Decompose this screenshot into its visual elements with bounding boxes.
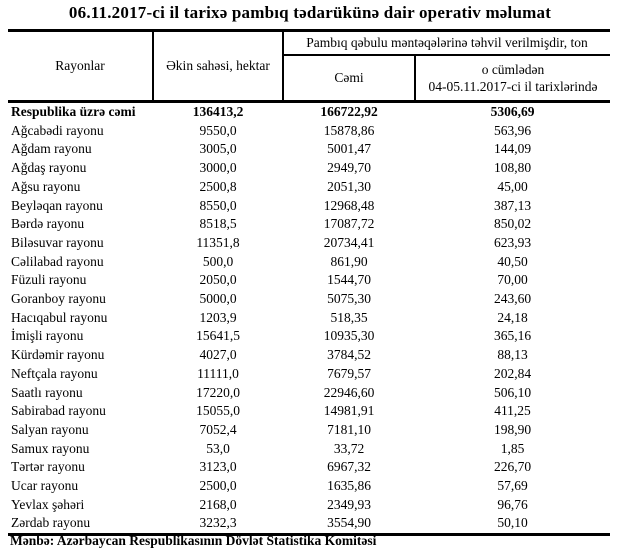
rayon-name-cell: İmişli rayonu xyxy=(11,328,84,344)
area-cell: 15641,5 xyxy=(196,328,240,344)
table-row xyxy=(8,290,610,309)
recent-cell: 198,90 xyxy=(493,421,532,437)
total-cell: 2349,93 xyxy=(327,496,371,512)
rayon-name-cell: Zərdab rayonu xyxy=(11,515,91,531)
summary-row xyxy=(8,102,610,122)
total-cell: 2949,70 xyxy=(327,160,371,176)
column-header-including-line1: o cümlədən xyxy=(481,62,545,77)
table-row xyxy=(8,458,610,477)
table-row xyxy=(8,234,610,253)
area-cell: 11351,8 xyxy=(196,234,240,250)
table-row xyxy=(8,140,610,159)
rayon-name-cell: Kürdəmir rayonu xyxy=(11,347,105,363)
table-row xyxy=(8,309,610,328)
column-header-rayons: Rayonlar xyxy=(8,31,153,102)
total-cell: 10935,30 xyxy=(323,328,375,344)
total-cell: 22946,60 xyxy=(323,384,375,400)
area-cell: 4027,0 xyxy=(199,347,237,363)
recent-cell: 24,18 xyxy=(497,309,528,325)
table-row xyxy=(8,365,610,384)
area-cell: 8518,5 xyxy=(199,216,237,232)
recent-cell: 108,80 xyxy=(493,160,532,176)
area-cell: 500,0 xyxy=(202,253,234,269)
area-cell: 7052,4 xyxy=(199,421,237,437)
rayon-name-cell: Cəlilabad rayonu xyxy=(11,253,104,269)
total-cell: 5075,30 xyxy=(327,291,371,307)
total-cell: 3784,52 xyxy=(327,347,371,363)
total-cell: 6967,32 xyxy=(327,459,371,475)
recent-cell: 202,84 xyxy=(493,365,532,381)
document-title: 06.11.2017-ci il tarixə pambıq tədarükünə dair operativ məlumat xyxy=(68,3,552,22)
area-cell: 9550,0 xyxy=(199,122,237,138)
source-footer: Mənbə: Azərbaycan Respublikasının Dövlət Statistika Komitəsi xyxy=(10,533,377,548)
table-row xyxy=(8,496,610,515)
recent-cell: 5306,69 xyxy=(490,104,535,119)
recent-cell: 850,02 xyxy=(493,216,532,232)
rayon-name-cell: Respublika üzrə cəmi xyxy=(11,104,136,119)
area-cell: 3000,0 xyxy=(199,160,237,176)
area-cell: 15055,0 xyxy=(196,403,240,419)
recent-cell: 387,13 xyxy=(493,197,532,213)
rayon-name-cell: Ağsu rayonu xyxy=(11,178,81,194)
table-header xyxy=(8,31,610,102)
total-cell: 20734,41 xyxy=(323,234,375,250)
rayon-name-cell: Ağcabədi rayonu xyxy=(11,122,104,138)
area-cell: 2050,0 xyxy=(199,272,237,288)
recent-cell: 144,09 xyxy=(493,141,532,157)
total-cell: 166722,92 xyxy=(320,104,378,119)
total-cell: 1544,70 xyxy=(327,272,371,288)
table-row xyxy=(8,346,610,365)
total-cell: 5001,47 xyxy=(327,141,371,157)
table-row xyxy=(8,159,610,178)
area-cell: 3123,0 xyxy=(199,459,237,475)
total-cell: 2051,30 xyxy=(327,178,371,194)
recent-cell: 226,70 xyxy=(493,459,532,475)
column-header-area: Əkin sahəsi, hektar xyxy=(153,31,283,102)
total-cell: 7181,10 xyxy=(327,421,371,437)
total-cell: 518,35 xyxy=(330,309,368,325)
rayon-name-cell: Bərdə rayonu xyxy=(11,216,85,232)
rayon-name-cell: Ağdaş rayonu xyxy=(11,160,87,176)
table-row xyxy=(8,122,610,141)
area-cell: 11111,0 xyxy=(197,365,239,381)
rayon-name-cell: Neftçala rayonu xyxy=(11,365,98,381)
rayon-name-cell: Ağdam rayonu xyxy=(11,141,92,157)
table-row xyxy=(8,327,610,346)
recent-cell: 50,10 xyxy=(497,515,528,531)
recent-cell: 40,50 xyxy=(497,253,528,269)
recent-cell: 623,93 xyxy=(493,234,532,250)
rayon-name-cell: Salyan rayonu xyxy=(11,421,89,437)
table-row xyxy=(8,178,610,197)
total-cell: 12968,48 xyxy=(323,197,375,213)
rayon-name-cell: Hacıqabul rayonu xyxy=(11,309,108,325)
recent-cell: 563,96 xyxy=(493,122,532,138)
rayon-name-cell: Samux rayonu xyxy=(11,440,90,456)
table-row xyxy=(8,253,610,272)
table-row xyxy=(8,402,610,421)
rayon-name-cell: Ucar rayonu xyxy=(11,478,79,494)
rayon-name-cell: Saatlı rayonu xyxy=(11,384,83,400)
total-cell: 7679,57 xyxy=(327,365,371,381)
column-header-delivered-group: Pambıq qəbulu məntəqələrinə təhvil verilmişdir, ton xyxy=(283,31,610,56)
total-cell: 17087,72 xyxy=(323,216,375,232)
table-row xyxy=(8,215,610,234)
column-header-total: Cəmi xyxy=(283,55,415,102)
header-row-group xyxy=(8,31,610,56)
table-row xyxy=(8,421,610,440)
recent-cell: 1,85 xyxy=(500,440,525,456)
area-cell: 8550,0 xyxy=(199,197,237,213)
rayon-name-cell: Beyləqan rayonu xyxy=(11,197,103,213)
recent-cell: 57,69 xyxy=(497,478,528,494)
recent-cell: 506,10 xyxy=(493,384,532,400)
area-cell: 2500,8 xyxy=(199,178,237,194)
column-header-including xyxy=(415,55,610,102)
rayon-name-cell: Goranboy rayonu xyxy=(11,291,106,307)
area-cell: 53,0 xyxy=(206,440,230,456)
table-row xyxy=(8,384,610,403)
table-row xyxy=(8,514,610,534)
table-body xyxy=(8,102,610,535)
area-cell: 2168,0 xyxy=(199,496,237,512)
column-header-including-line2: 04-05.11.2017-ci il tarixlərində xyxy=(428,79,598,94)
cotton-procurement-table xyxy=(8,29,610,536)
rayon-name-cell: Yevlax şəhəri xyxy=(11,496,85,512)
area-cell: 1203,9 xyxy=(199,309,237,325)
area-cell: 3005,0 xyxy=(199,141,237,157)
total-cell: 1635,86 xyxy=(327,478,371,494)
recent-cell: 411,25 xyxy=(494,403,531,419)
recent-cell: 70,00 xyxy=(497,272,528,288)
table-row xyxy=(8,197,610,216)
total-cell: 15878,86 xyxy=(323,122,375,138)
area-cell: 5000,0 xyxy=(199,291,237,307)
recent-cell: 45,00 xyxy=(497,178,528,194)
area-cell: 2500,0 xyxy=(199,478,237,494)
area-cell: 17220,0 xyxy=(196,384,240,400)
rayon-name-cell: Sabirabad rayonu xyxy=(11,403,106,419)
rayon-name-cell: Tərtər rayonu xyxy=(11,459,85,475)
recent-cell: 365,16 xyxy=(493,328,532,344)
total-cell: 33,72 xyxy=(333,440,365,456)
rayon-name-cell: Biləsuvar rayonu xyxy=(11,234,104,250)
total-cell: 861,90 xyxy=(330,253,368,269)
table-row xyxy=(8,271,610,290)
total-cell: 14981,91 xyxy=(323,403,375,419)
total-cell: 3554,90 xyxy=(327,515,371,531)
recent-cell: 88,13 xyxy=(497,347,528,363)
recent-cell: 243,60 xyxy=(493,291,532,307)
area-cell: 136413,2 xyxy=(192,104,244,119)
area-cell: 3232,3 xyxy=(199,515,237,531)
rayon-name-cell: Füzuli rayonu xyxy=(11,272,87,288)
recent-cell: 96,76 xyxy=(497,496,528,512)
table-row xyxy=(8,477,610,496)
table-row xyxy=(8,440,610,459)
